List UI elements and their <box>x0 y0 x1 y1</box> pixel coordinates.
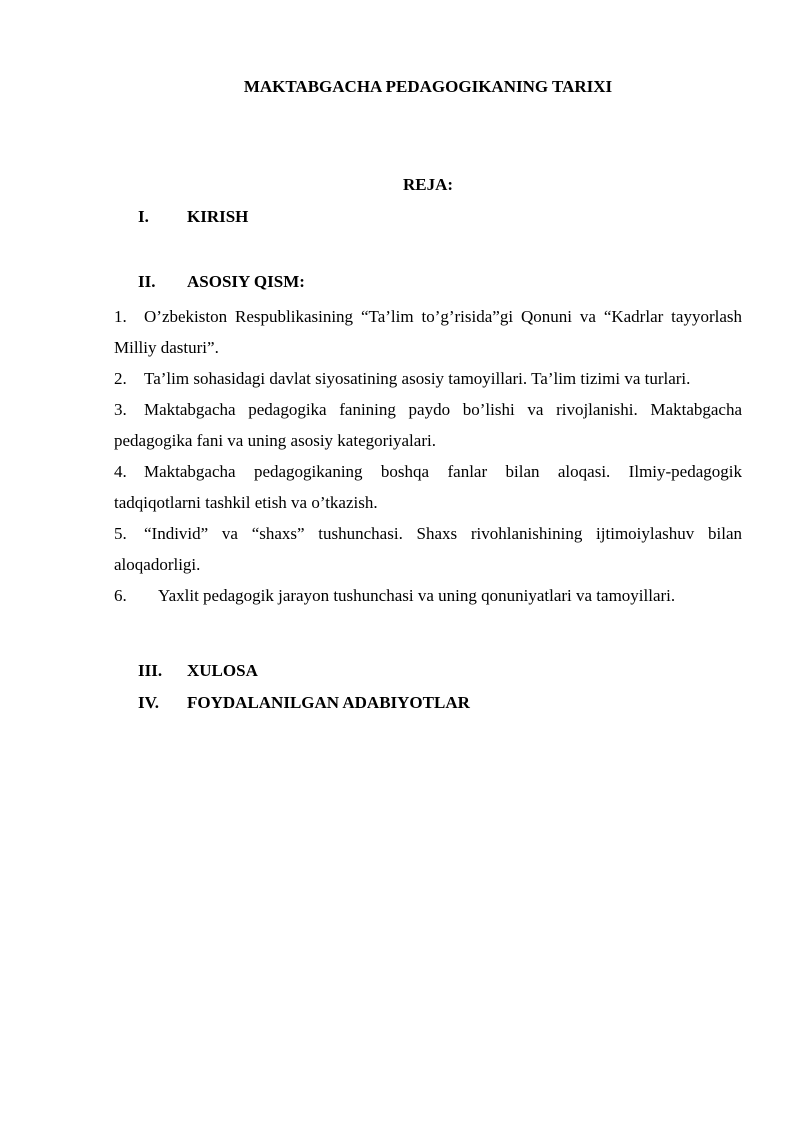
section-foydalanilgan-adabiyotlar <box>138 692 470 714</box>
section-number: I. <box>138 207 149 226</box>
item-number: 1. <box>114 307 127 326</box>
plan-heading: REJA: <box>402 175 454 194</box>
document-title: MAKTABGACHA PEDAGOGIKANING TARIXI <box>243 77 613 96</box>
section-asosiy-qism <box>138 271 305 293</box>
section-label: FOYDALANILGAN ADABIYOTLAR <box>187 693 470 712</box>
list-item <box>114 580 742 611</box>
section-label: XULOSA <box>187 661 258 680</box>
item-text: Maktabgacha pedagogikaning boshqa fanlar bilan aloqasi. Ilmiy-pedagogik tadqiqotlarni tashkil etish va o’tkazish. <box>114 462 742 512</box>
item-text: “Individ” va “shaxs” tushunchasi. Shaxs rivohlanishining ijtimoiylashuv bilan aloqadorligi. <box>114 524 742 574</box>
item-text: O’zbekiston Respublikasining “Ta’lim to’g’risida”gi Qonuni va “Kadrlar tayyorlash Milliy dasturi”. <box>114 307 742 357</box>
item-number: 5. <box>114 524 127 543</box>
item-text: Yaxlit pedagogik jarayon tushunchasi va uning qonuniyatlari va tamoyillari. <box>158 586 676 605</box>
item-number: 6. <box>114 586 127 605</box>
list-item <box>114 363 742 394</box>
section-number: III. <box>138 661 163 680</box>
section-xulosa <box>138 660 258 682</box>
section-kirish <box>138 206 248 228</box>
plan-items-list <box>114 301 742 611</box>
list-item <box>114 301 742 363</box>
item-text: Ta’lim sohasidagi davlat siyosatining asosiy tamoyillari. Ta’lim tizimi va turlari. <box>144 369 691 388</box>
section-label: KIRISH <box>187 207 249 226</box>
item-number: 3. <box>114 400 127 419</box>
list-item <box>114 394 742 456</box>
section-number: IV. <box>138 693 159 712</box>
section-label: ASOSIY QISM: <box>187 272 305 291</box>
section-number: II. <box>138 272 156 291</box>
item-text: Maktabgacha pedagogika fanining paydo bo’lishi va rivojlanishi. Maktabgacha pedagogika fani va uning asosiy kategoriyalari. <box>114 400 742 450</box>
list-item <box>114 518 742 580</box>
item-number: 4. <box>114 462 127 481</box>
list-item <box>114 456 742 518</box>
item-number: 2. <box>114 369 127 388</box>
